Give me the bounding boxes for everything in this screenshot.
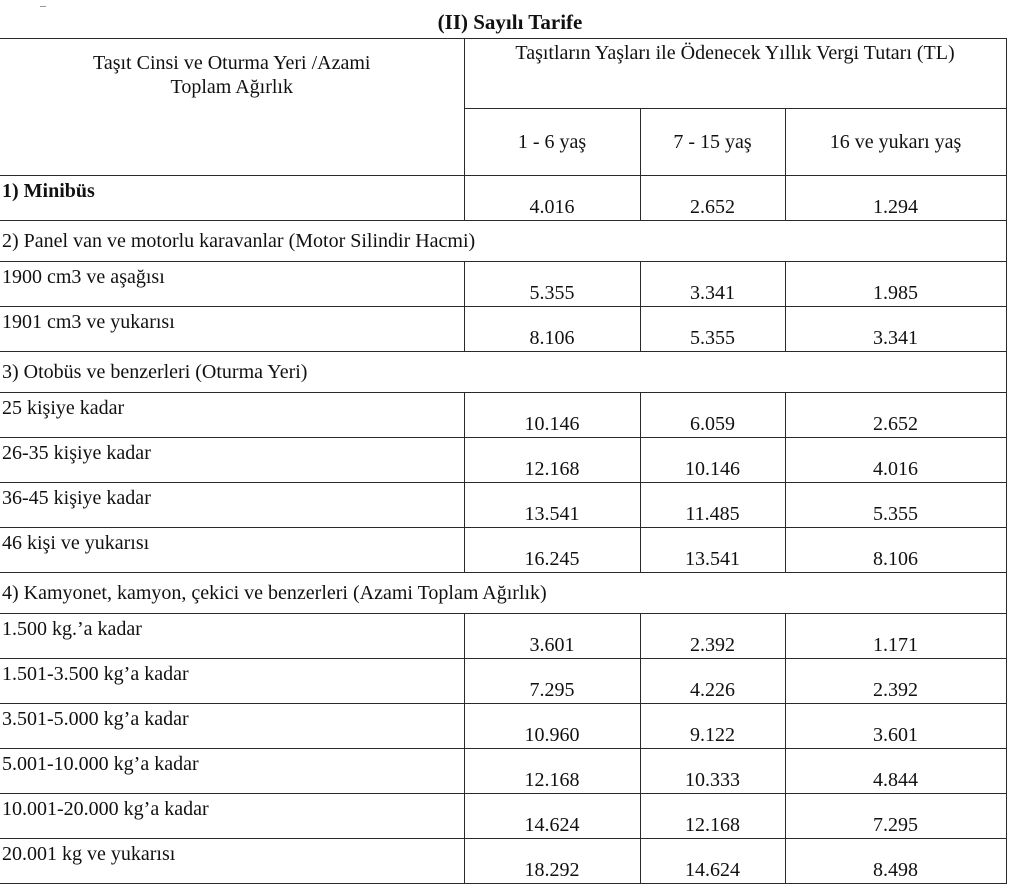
- value-16-plus: 8.498: [785, 839, 1006, 884]
- value-1-6: 18.292: [464, 839, 640, 884]
- value-1-6: 16.245: [464, 528, 640, 573]
- vehicle-type-header-line2: Toplam Ağırlık: [170, 76, 293, 98]
- row-label: 1900 cm3 ve aşağısı: [0, 262, 464, 307]
- value-16-plus: 2.392: [785, 659, 1006, 704]
- value-7-15: 6.059: [640, 393, 785, 438]
- table-row: [0, 307, 1006, 352]
- table-row: [0, 794, 1006, 839]
- table-row: [0, 176, 1006, 221]
- value-7-15: 2.392: [640, 614, 785, 659]
- section-title: 1) Minibüs: [0, 176, 464, 221]
- value-7-15: 3.341: [640, 262, 785, 307]
- table-row: [0, 262, 1006, 307]
- value-1-6: 12.168: [464, 438, 640, 483]
- age-header-16-plus: 16 ve yukarı yaş: [785, 108, 1006, 175]
- value-1-6: 3.601: [464, 614, 640, 659]
- vehicle-type-header-line1: Taşıt Cinsi ve Oturma Yeri /Azami: [93, 52, 371, 74]
- age-header-7-15: 7 - 15 yaş: [640, 108, 785, 175]
- section-title: 4) Kamyonet, kamyon, çekici ve benzerleri (Azami Toplam Ağırlık): [0, 573, 1006, 614]
- value-16-plus: 7.295: [785, 794, 1006, 839]
- table-row: [0, 528, 1006, 573]
- value-16-plus: 3.341: [785, 307, 1006, 352]
- scan-speck: [40, 6, 46, 7]
- row-label: 5.001-10.000 kg’a kadar: [0, 749, 464, 794]
- table-row: [0, 659, 1006, 704]
- table-row: [0, 749, 1006, 794]
- value-7-15: 9.122: [640, 704, 785, 749]
- value-7-15: 4.226: [640, 659, 785, 704]
- value-7-15: 14.624: [640, 839, 785, 884]
- row-label: 46 kişi ve yukarısı: [0, 528, 464, 573]
- value-1-6: 5.355: [464, 262, 640, 307]
- value-1-6: 8.106: [464, 307, 640, 352]
- table-row: [0, 393, 1006, 438]
- value-7-15: 11.485: [640, 483, 785, 528]
- value-1-6: 12.168: [464, 749, 640, 794]
- age-header-1-6: 1 - 6 yaş: [464, 108, 640, 175]
- row-label: 20.001 kg ve yukarısı: [0, 839, 464, 884]
- section-title: 2) Panel van ve motorlu karavanlar (Motor Silindir Hacmi): [0, 221, 1006, 262]
- value-1-6: 10.146: [464, 393, 640, 438]
- value-16-plus: 4.016: [785, 438, 1006, 483]
- value-16-plus: 1.985: [785, 262, 1006, 307]
- value-7-15: 5.355: [640, 307, 785, 352]
- row-label: 3.501-5.000 kg’a kadar: [0, 704, 464, 749]
- section-header-row: [0, 573, 1006, 614]
- row-label: 36-45 kişiye kadar: [0, 483, 464, 528]
- section-title: 3) Otobüs ve benzerleri (Oturma Yeri): [0, 352, 1006, 393]
- table-row: [0, 483, 1006, 528]
- page-title: (II) Sayılı Tarife: [437, 10, 583, 34]
- value-16-plus: 8.106: [785, 528, 1006, 573]
- value-7-15: 2.652: [640, 176, 785, 221]
- value-1-6: 7.295: [464, 659, 640, 704]
- tariff-table: [0, 38, 1007, 884]
- value-1-6: 14.624: [464, 794, 640, 839]
- value-16-plus: 4.844: [785, 749, 1006, 794]
- value-1-6: 13.541: [464, 483, 640, 528]
- row-label: 1901 cm3 ve yukarısı: [0, 307, 464, 352]
- section-header-row: [0, 221, 1006, 262]
- table-row: [0, 438, 1006, 483]
- value-1-6: 10.960: [464, 704, 640, 749]
- vehicle-type-header: [0, 39, 464, 176]
- value-16-plus: 5.355: [785, 483, 1006, 528]
- row-label: 26-35 kişiye kadar: [0, 438, 464, 483]
- table-row: [0, 839, 1006, 884]
- value-7-15: 10.333: [640, 749, 785, 794]
- value-7-15: 10.146: [640, 438, 785, 483]
- table-row: [0, 704, 1006, 749]
- value-16-plus: 1.294: [785, 176, 1006, 221]
- value-16-plus: 1.171: [785, 614, 1006, 659]
- row-label: 1.500 kg.’a kadar: [0, 614, 464, 659]
- row-label: 1.501-3.500 kg’a kadar: [0, 659, 464, 704]
- value-1-6: 4.016: [464, 176, 640, 221]
- section-header-row: [0, 352, 1006, 393]
- row-label: 10.001-20.000 kg’a kadar: [0, 794, 464, 839]
- table-row: [0, 614, 1006, 659]
- row-label: 25 kişiye kadar: [0, 393, 464, 438]
- value-16-plus: 2.652: [785, 393, 1006, 438]
- value-16-plus: 3.601: [785, 704, 1006, 749]
- annual-tax-group-header: Taşıtların Yaşları ile Ödenecek Yıllık Vergi Tutarı (TL): [464, 39, 1006, 109]
- value-7-15: 13.541: [640, 528, 785, 573]
- value-7-15: 12.168: [640, 794, 785, 839]
